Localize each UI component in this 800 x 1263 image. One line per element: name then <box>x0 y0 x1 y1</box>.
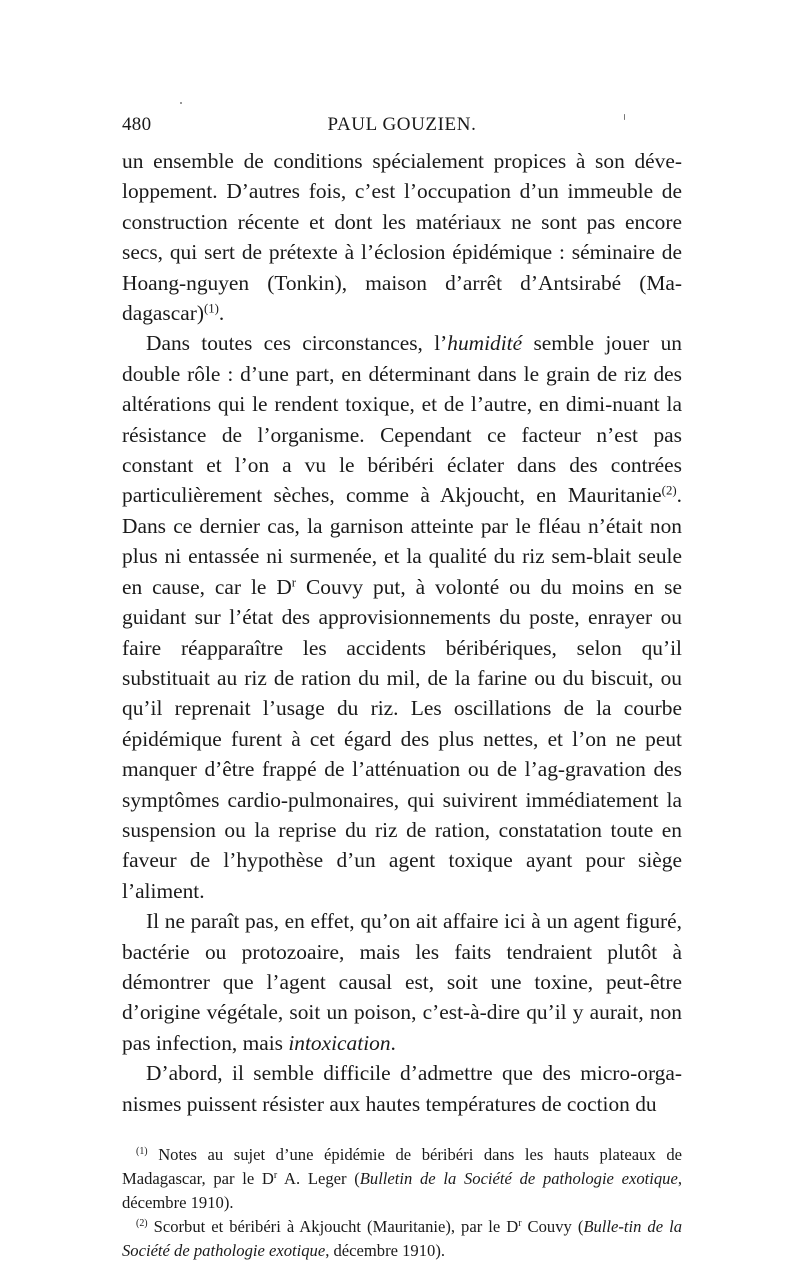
footnote-title: Bulle-tin de la Société de pathologie exotique <box>122 1217 682 1260</box>
footnote-ref: (2) <box>661 483 677 498</box>
paragraph-text: semble jouer un double rôle : d’une part, en déterminant dans le grain de riz des altérations qui le rendent toxique, et de l’autre, en dimi-nuant la résistance de l’organisme. Cependant ce facteur n’est pas constant et l’on a vu le béribéri éclater dans des contrées particulièrement sèches, comme à Akjoucht, en Mauritanie <box>122 331 682 508</box>
paragraph-text: . Dans ce dernier cas, la garnison atteinte par le fléau n’était non plus ni entassée ni surmenée, et la qualité du riz sem-blait seule en cause, car le D <box>122 483 682 599</box>
paragraph <box>122 906 682 1058</box>
page-header <box>122 112 682 146</box>
emphasis: intoxication <box>288 1030 391 1055</box>
footnote-title: Bulletin de la Société de pathologie exotique <box>359 1169 678 1188</box>
footnote-text: , décembre 1910). <box>122 1169 682 1212</box>
footnote <box>122 1143 682 1215</box>
running-head: PAUL GOUZIEN. <box>327 114 477 135</box>
paragraph-text: Il ne paraît pas, en effet, qu’on ait affaire ici à un agent figuré, bactérie ou protozoaire, mais les faits tendraient plutôt à démontrer que l’agent causal est, soit une toxine, peut-être d’origine végétale, soit un poison, c’est-à-dire qu’il y aurait, non pas infection, mais <box>122 909 682 1055</box>
footnote-mark: (2) <box>136 1218 148 1230</box>
paragraph-text: un ensemble de conditions spécialement propices à son déve-loppement. D’autres fois, c’est l’occupation d’un immeuble de construction récente et dont les matériaux ne sont pas encore secs, qui sert de prétexte à l’éclosion épidémique : séminaire de Hoang-nguyen (Tonkin), maison d’arrêt d’Antsirabé (Ma-dagascar) <box>122 149 682 326</box>
paragraph <box>122 146 682 328</box>
footnote-text: Couvy ( <box>521 1217 584 1236</box>
superscript: r <box>273 1170 278 1182</box>
superscript: r <box>291 574 297 589</box>
paragraph-text: Couvy put, à volonté ou du moins en se guidant sur l’état des approvisionnements du poste, enrayer ou faire réapparaître les accidents béribériques, selon qu’il substituait au riz de ration du mil, de la farine ou du biscuit, ou qu’il reprenait l’usage du riz. Les oscillations de la courbe épidémique furent à cet égard des plus nettes, et l’on ne peut manquer d’être frappé de l’atténuation ou de l’ag-gravation des symptômes cardio-pulmonaires, qui suivirent immédiatement la suspension ou la reprise du riz de ration, constatation toute en faveur de l’hypothèse d’un agent toxique ayant pour siège l’aliment. <box>122 574 682 903</box>
emphasis: humidité <box>447 331 523 356</box>
footnote-text: A. Leger ( <box>277 1169 360 1188</box>
footnote-text: Scorbut et béribéri à Akjoucht (Mauritanie), par le D <box>147 1217 519 1236</box>
paragraph-text: D’abord, il semble difficile d’admettre que des micro-orga-nismes puissent résister aux hautes températures de coction du <box>122 1061 682 1116</box>
paragraph-text: Dans toutes ces circonstances, l’ <box>146 331 448 356</box>
page-number: 480 <box>122 114 152 135</box>
superscript: r <box>518 1218 522 1230</box>
scan-speck <box>180 102 182 104</box>
footnote-text: , décembre 1910). <box>325 1241 445 1260</box>
body-text <box>122 146 682 1119</box>
paragraph-text: . <box>390 1030 396 1055</box>
footnote-ref: (1) <box>203 301 219 316</box>
footnote-mark: (1) <box>136 1146 148 1158</box>
book-page <box>122 112 682 1263</box>
paragraph <box>122 328 682 906</box>
paragraph <box>122 1058 682 1119</box>
paragraph-text: . <box>218 301 225 326</box>
footnotes <box>122 1143 682 1263</box>
footnote-text: Notes au sujet d’une épidémie de béribéri dans les hauts plateaux de Madagascar, par le D <box>122 1145 682 1188</box>
footnote <box>122 1215 682 1263</box>
